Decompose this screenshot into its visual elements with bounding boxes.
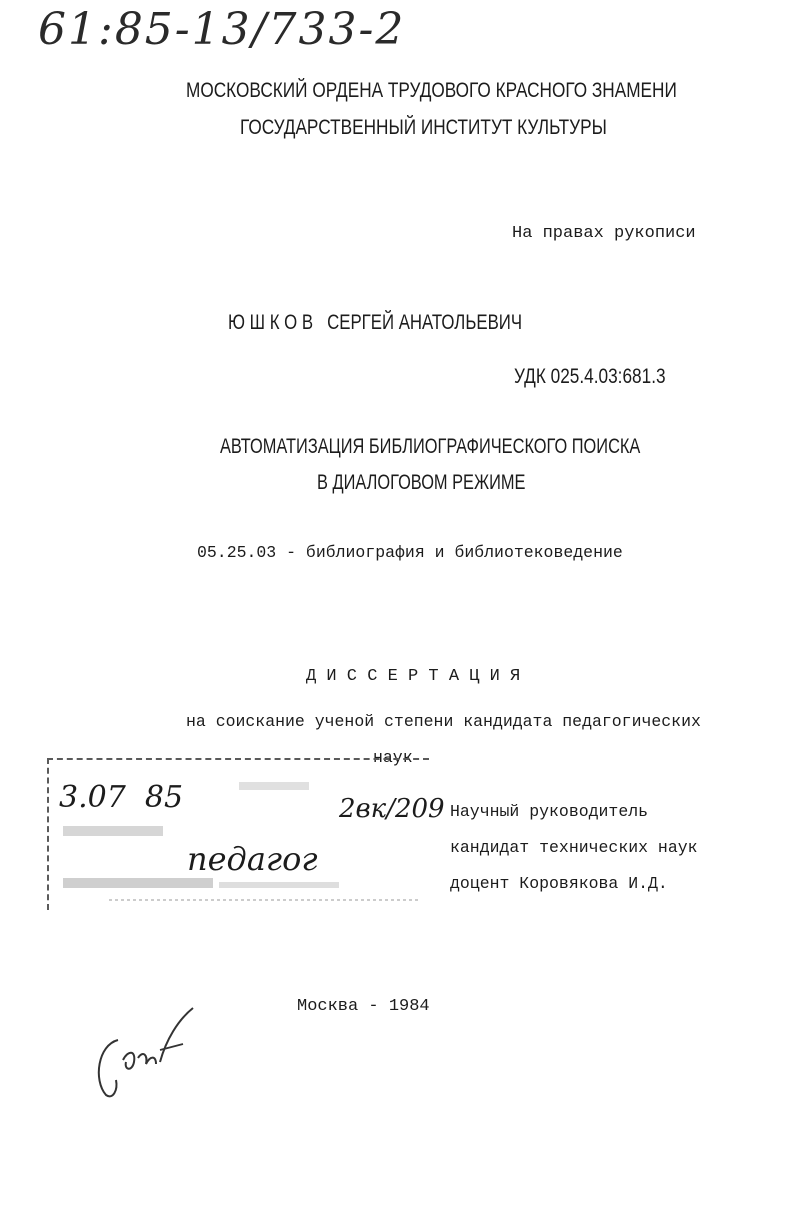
institution-line-2: ГОСУДАРСТВЕННЫЙ ИНСТИТУТ КУЛЬТУРЫ [240,116,607,139]
author-name: Ю Ш К О В СЕРГЕЙ АНАТОЛЬЕВИЧ [228,311,523,334]
stamp-number: 2вк/209 [339,794,445,824]
stamp-faint-marks [49,760,429,910]
stamp-word: педагог [187,840,318,878]
udk-code: УДК 025.4.03:681.3 [514,365,666,388]
handwritten-catalog-code: 61:85-13/733-2 [38,4,406,55]
stamp-date: 3.07 85 [59,780,184,815]
handwritten-signature [88,1000,228,1110]
supervisor-line-2: кандидат технических наук [450,838,698,857]
institution-line-1: МОСКОВСКИЙ ОРДЕНА ТРУДОВОГО КРАСНОГО ЗНАМЕНИ [186,79,677,102]
title-line-1: АВТОМАТИЗАЦИЯ БИБЛИОГРАФИЧЕСКОГО ПОИСКА [220,435,641,458]
supervisor-line-3: доцент Коровякова И.Д. [450,874,668,893]
title-line-2: В ДИАЛОГОВОМ РЕЖИМЕ [317,471,526,494]
supervisor-line-1: Научный руководитель [450,802,649,821]
document-type: Д И С С Е Р Т А Ц И Я [306,667,521,686]
rights-note: На правах рукописи [512,224,696,243]
degree-line-1: на соискание ученой степени кандидата педагогических [186,712,701,731]
library-stamp [47,758,445,910]
specialty-code: 05.25.03 - библиография и библиотековедение [197,543,623,562]
place-and-year: Москва - 1984 [297,997,430,1016]
degree-line-2: наук [373,748,413,767]
